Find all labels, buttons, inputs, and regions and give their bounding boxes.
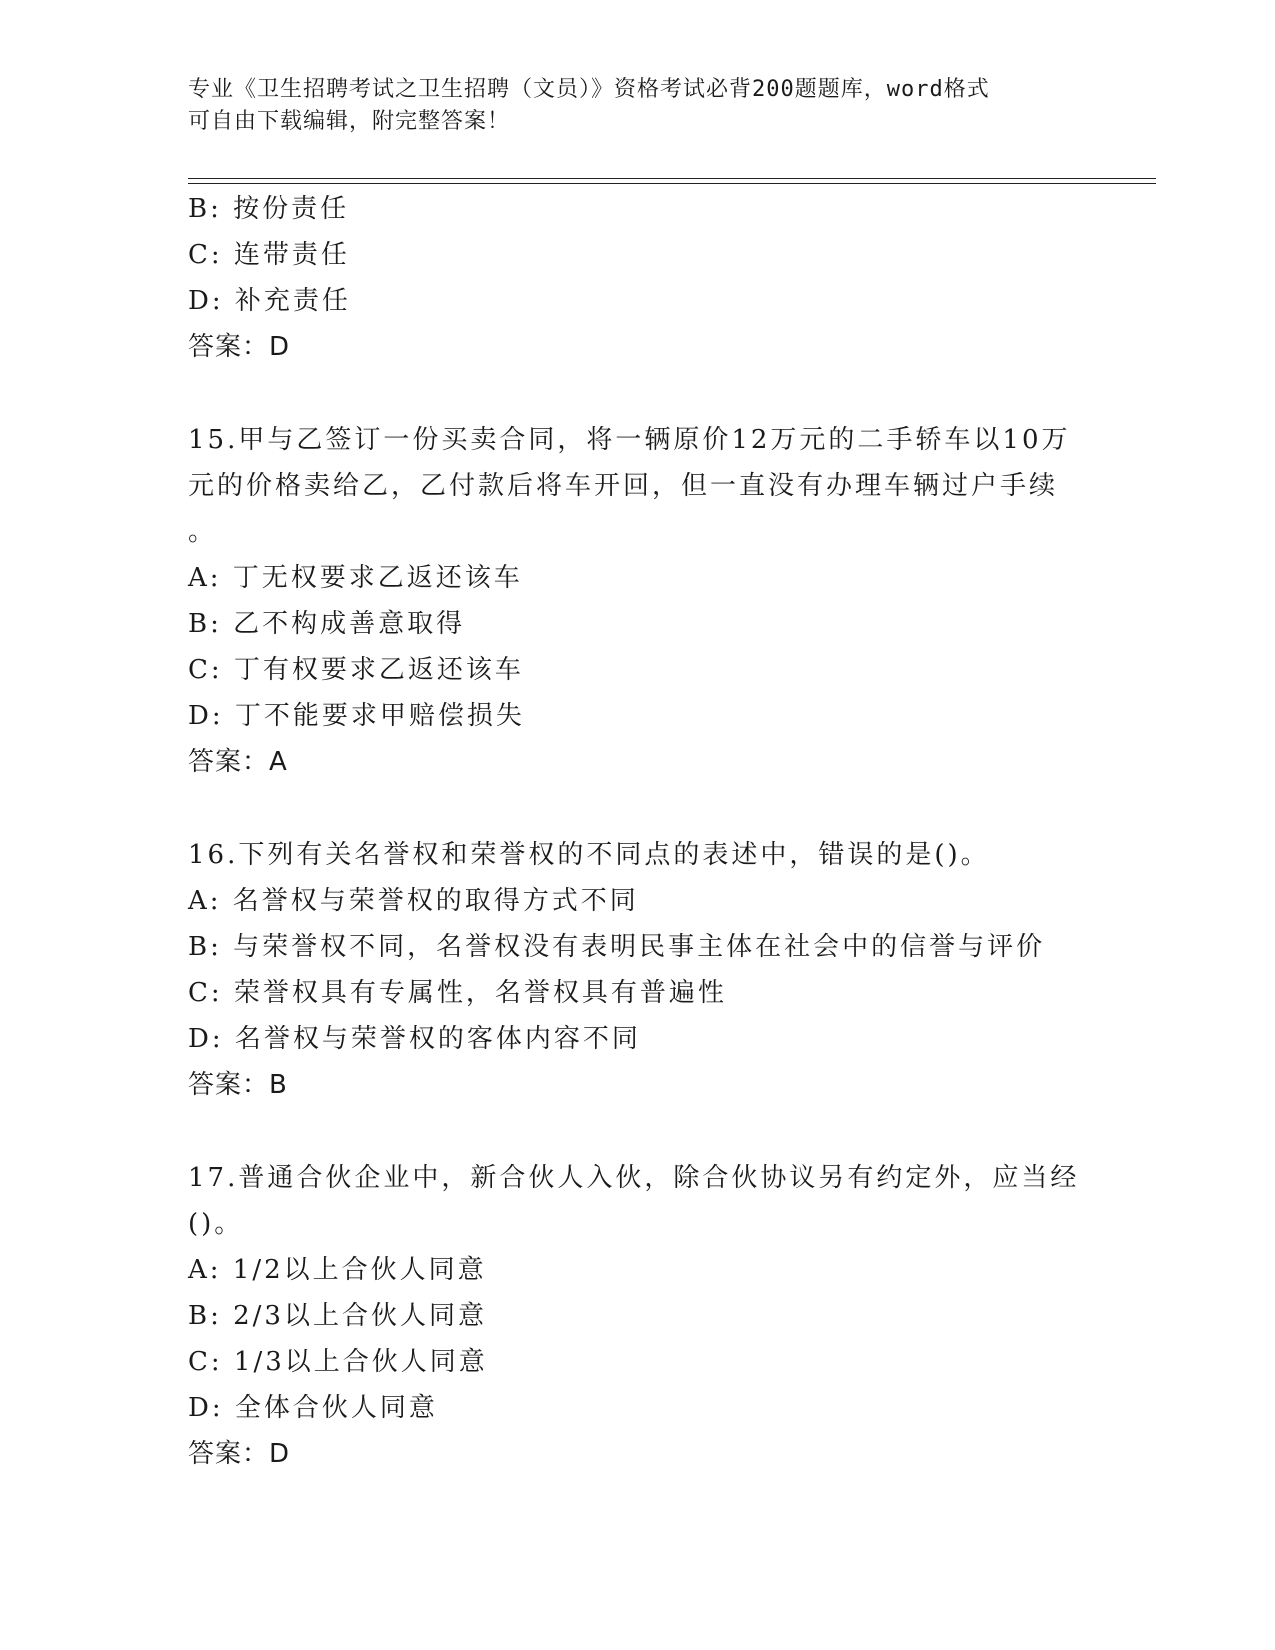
option-a: A: 丁无权要求乙返还该车 — [188, 563, 523, 593]
option-c: C: 荣誉权具有专属性，名誉权具有普遍性 — [188, 978, 727, 1008]
spacer — [188, 370, 1088, 417]
header-line-2: 可自由下载编辑，附完整答案！ — [188, 109, 511, 134]
option-c: C: 丁有权要求乙返还该车 — [188, 655, 524, 685]
question-14-continuation — [188, 186, 1088, 370]
option-c: C: 1/3以上合伙人同意 — [188, 1347, 488, 1377]
question-15 — [188, 417, 1088, 785]
header-line-1: 专业《卫生招聘考试之卫生招聘（文员）》资格考试必背200题题库，word格式 — [188, 77, 990, 102]
spacer — [188, 785, 1088, 832]
header-divider-bottom — [188, 183, 1156, 184]
option-c: C: 连带责任 — [188, 240, 350, 270]
question-stem: 16.下列有关名誉权和荣誉权的不同点的表述中，错误的是()。 — [188, 840, 990, 870]
document-body — [188, 186, 1088, 1477]
option-a: A: 名誉权与荣誉权的取得方式不同 — [188, 886, 639, 916]
question-stem: 17.普通合伙企业中，新合伙人入伙，除合伙协议另有约定外，应当经 — [188, 1163, 1080, 1193]
option-b: B: 按份责任 — [188, 194, 350, 224]
question-stem: 。 — [188, 517, 218, 547]
option-d: D: 补充责任 — [188, 286, 351, 316]
answer-line: 答案：A — [188, 747, 288, 777]
answer-line: 答案：B — [188, 1070, 288, 1100]
answer-line: 答案：D — [188, 1439, 291, 1469]
answer-line: 答案：D — [188, 332, 291, 362]
question-16 — [188, 832, 1088, 1108]
document-header — [188, 74, 1068, 138]
option-d: D: 丁不能要求甲赔偿损失 — [188, 701, 525, 731]
option-b: B: 与荣誉权不同，名誉权没有表明民事主体在社会中的信誉与评价 — [188, 932, 1046, 962]
spacer — [188, 1108, 1088, 1155]
option-b: B: 2/3以上合伙人同意 — [188, 1301, 487, 1331]
question-stem: 15.甲与乙签订一份买卖合同，将一辆原价12万元的二手轿车以10万 — [188, 425, 1071, 455]
option-a: A: 1/2以上合伙人同意 — [188, 1255, 487, 1285]
option-d: D: 全体合伙人同意 — [188, 1393, 438, 1423]
question-stem: 元的价格卖给乙，乙付款后将车开回，但一直没有办理车辆过户手续 — [188, 471, 1059, 501]
question-stem: ()。 — [188, 1209, 244, 1239]
header-divider-top — [188, 178, 1156, 179]
option-b: B: 乙不构成善意取得 — [188, 609, 466, 639]
question-17 — [188, 1155, 1088, 1477]
option-d: D: 名誉权与荣誉权的客体内容不同 — [188, 1024, 641, 1054]
